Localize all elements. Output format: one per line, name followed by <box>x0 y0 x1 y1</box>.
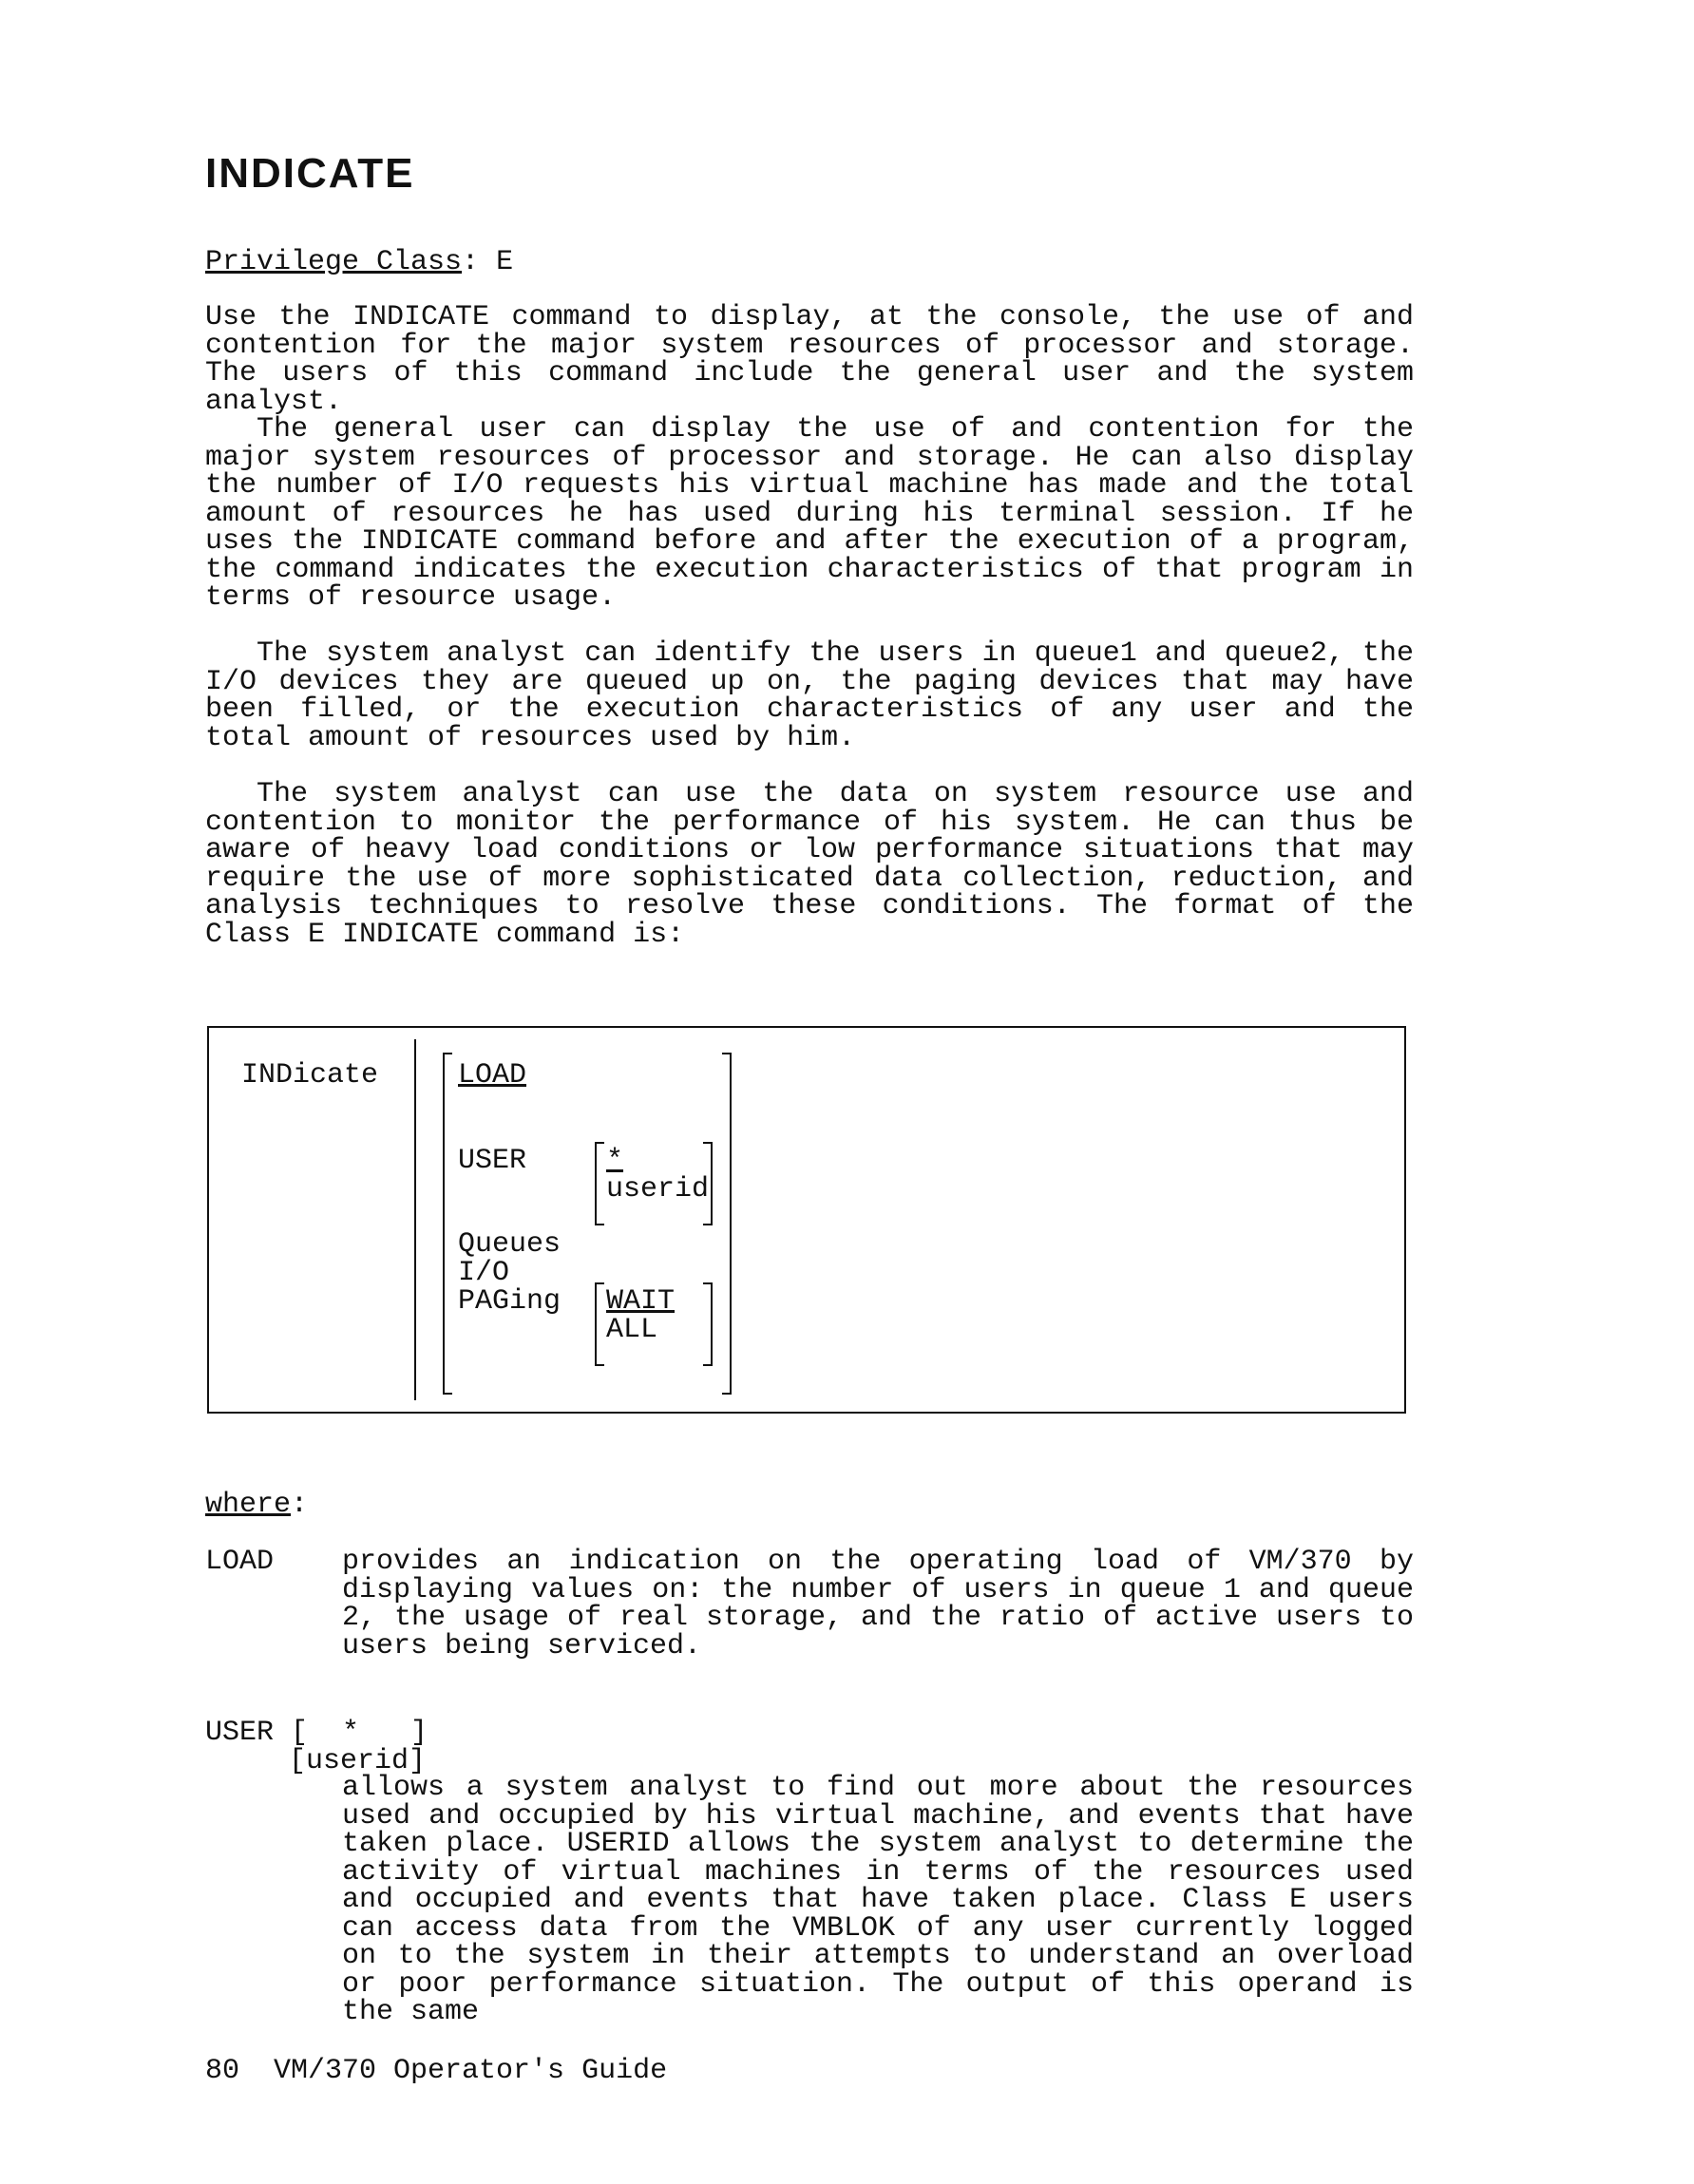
paragraph-intro: Use the INDICATE command to display, at the console, the use of and contention for the major system resources of processor and storage. The users of this command include the general user and the system analyst. <box>205 301 1414 418</box>
privilege-class <box>205 246 514 278</box>
term-user-userid: [userid] <box>289 1745 427 1777</box>
syntax-user-userid: userid <box>606 1173 710 1206</box>
syntax-divider <box>414 1039 416 1400</box>
syntax-paging-all: ALL <box>606 1314 658 1346</box>
privilege-colon: : <box>462 246 480 278</box>
definition-load: provides an indication on the operating load of VM/370 by displaying values on: the number of users in queue 1 and queue 2, the usage of real storage, and the ratio of active users to users being serviced. <box>342 1546 1414 1662</box>
term-load: LOAD <box>205 1546 275 1578</box>
syntax-diagram <box>207 1026 1406 1414</box>
privilege-label: Privilege Class <box>205 246 463 278</box>
paragraph-system-analyst: The system analyst can identify the users in queue1 and queue2, the I/O devices they are queued up on, the paging devices that may have been filled, or the execution characteristics of any user and the total amount of resources used by him. <box>205 637 1414 754</box>
page-heading: INDICATE <box>205 150 415 197</box>
definition-user: allows a system analyst to find out more about the resources used and occupied by his virtual machine, and events that have taken place. USERID allows the system analyst to determine the activity of virtual machines in terms of the resources used and occupied and events that have taken place. Class E users can access data from the VMBLOK of any user currently logged on to the system in their attempts to understand an overload or poor performance situation. The output of this operand is the same <box>342 1772 1414 2028</box>
syntax-option-paging: PAGing <box>458 1285 561 1318</box>
term-user: USER [ * ] <box>205 1717 428 1749</box>
paragraph-performance: The system analyst can use the data on system resource use and contention to monitor the performance of his system. He can thus be aware of heavy load conditions or low performance situations that may require the use of more sophisticated data collection, reduction, and analysis techniques to resolve these conditions. The format of the Class E INDICATE command is: <box>205 778 1414 951</box>
syntax-option-io: I/O <box>458 1257 510 1289</box>
syntax-option-user: USER <box>458 1145 527 1177</box>
where-label: where: <box>205 1489 309 1521</box>
syntax-option-load: LOAD <box>458 1059 527 1092</box>
syntax-command: INDicate <box>241 1059 379 1092</box>
syntax-user-star: * <box>606 1145 624 1177</box>
privilege-value: E <box>496 246 514 278</box>
page-footer: 80 VM/370 Operator's Guide <box>205 2055 668 2087</box>
paragraph-general-user: The general user can display the use of and contention for the major system resources of processor and storage. He can also display the number of I/O requests his virtual machine has made and the total amount of resources he has used during his terminal session. If he uses the INDICATE command before and after the execution of a program, the command indicates the execution characteristics of that program in terms of resource usage. <box>205 413 1414 614</box>
syntax-paging-wait: WAIT <box>606 1285 676 1318</box>
syntax-option-queues: Queues <box>458 1228 561 1261</box>
